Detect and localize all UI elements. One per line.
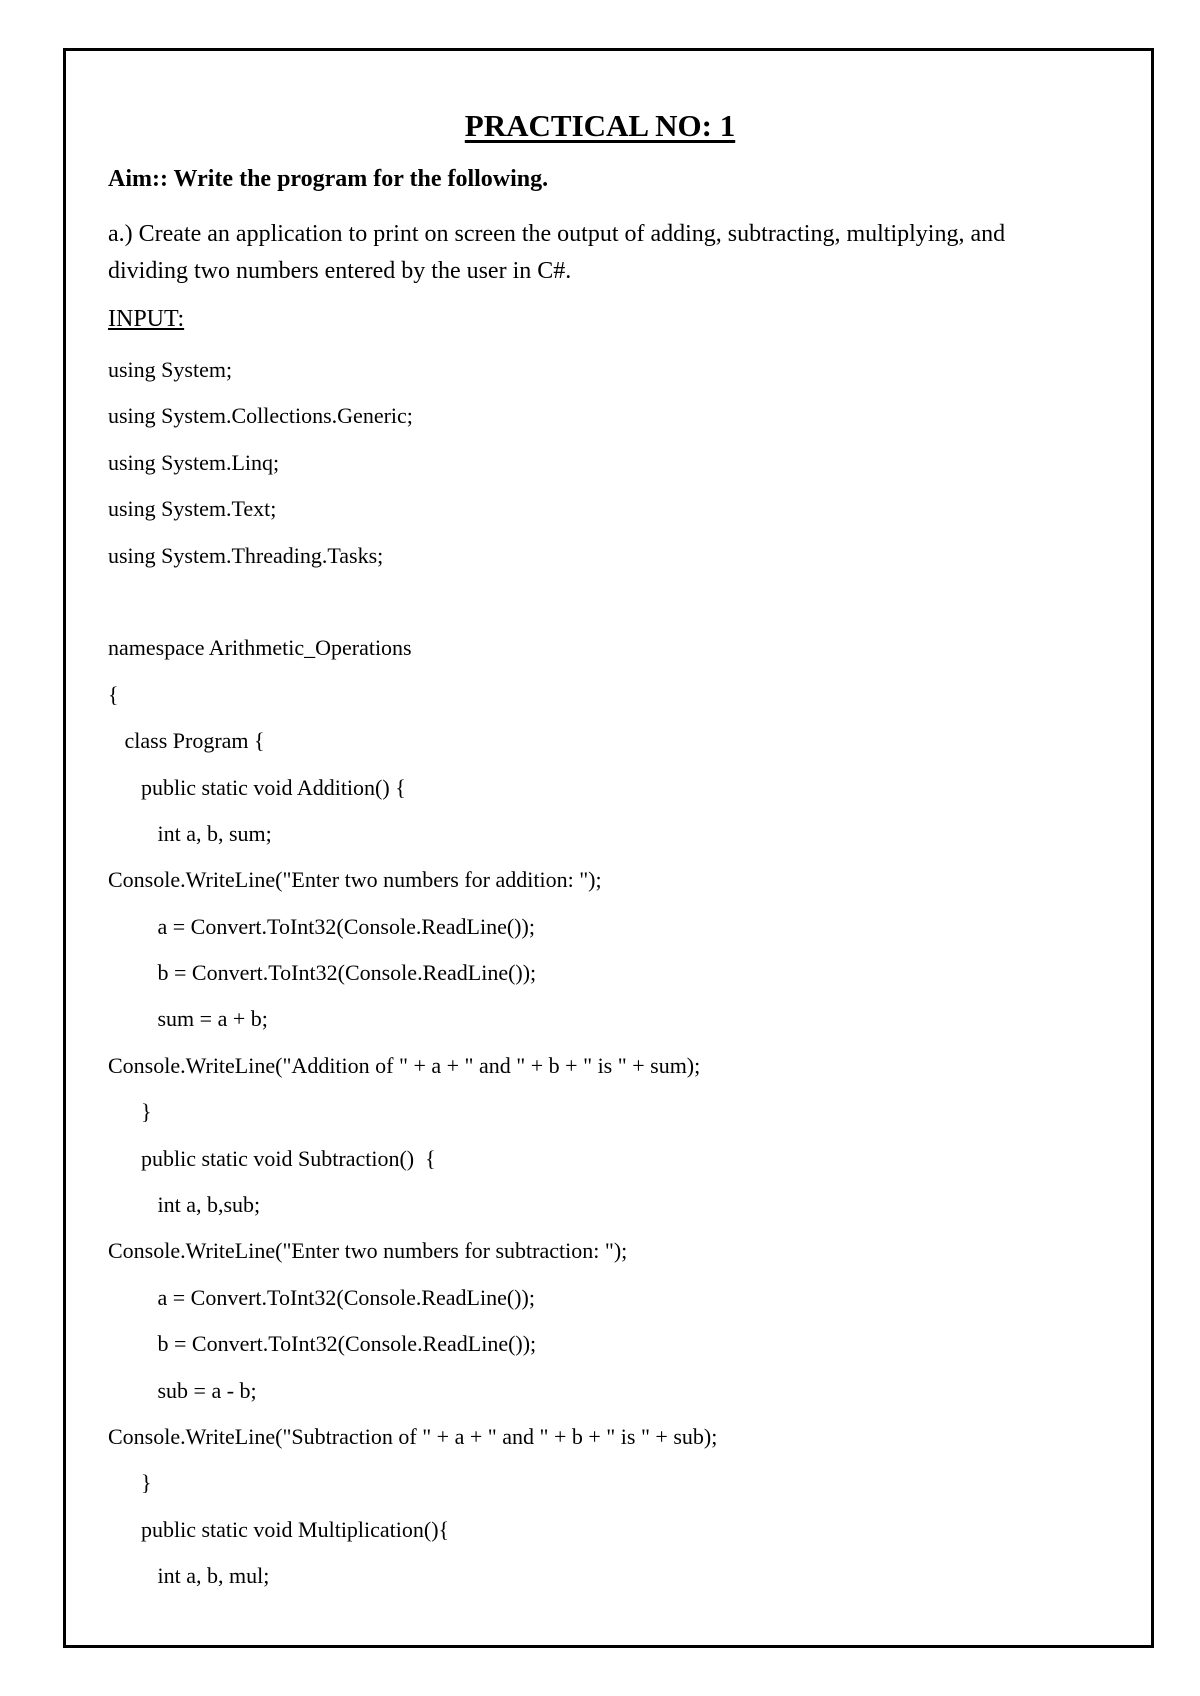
code-line: sum = a + b; [108,1006,268,1032]
page-title: PRACTICAL NO: 1 [464,108,736,143]
code-line: int a, b, mul; [108,1563,270,1589]
code-line: int a, b,sub; [108,1192,261,1218]
code-line: b = Convert.ToInt32(Console.ReadLine()); [108,1331,537,1357]
code-line: Console.WriteLine("Enter two numbers for addition: "); [108,867,602,893]
code-line: a = Convert.ToInt32(Console.ReadLine()); [108,913,535,939]
code-line: Console.WriteLine("Addition of " + a + " and " + b + " is " + sum); [108,1052,701,1078]
code-line: using System; [108,357,233,382]
code-line: b = Convert.ToInt32(Console.ReadLine()); [108,960,537,986]
aim-statement: Aim:: Write the program for the following. [108,166,549,192]
code-line: Console.WriteLine("Subtraction of " + a + " and " + b + " is " + sub); [108,1423,718,1449]
code-line: namespace Arithmetic_Operations [108,635,412,661]
code-line: public static void Addition() { [108,774,406,800]
code-line: public static void Subtraction() { [108,1145,436,1171]
code-line: class Program { [108,728,265,754]
code-line: public static void Multiplication(){ [108,1516,450,1542]
code-line: using System.Linq; [108,449,280,475]
code-line: sub = a - b; [108,1377,257,1403]
code-block [108,355,717,1608]
code-line: int a, b, sum; [108,820,272,846]
code-line [108,587,717,633]
code-line: using System.Collections.Generic; [108,403,413,429]
code-line: Console.WriteLine("Enter two numbers for subtraction: "); [108,1238,628,1264]
code-line: } [108,1470,152,1496]
code-line: a = Convert.ToInt32(Console.ReadLine()); [108,1284,535,1310]
question-text: a.) Create an application to print on screen the output of adding, subtracting, multiplying, and dividing two numbers entered by the user in C#. [108,221,1006,284]
input-heading: INPUT: [108,306,185,332]
code-line: { [108,681,119,707]
code-line: using System.Threading.Tasks; [108,542,384,568]
code-line: } [108,1099,152,1125]
code-line: using System.Text; [108,496,277,522]
